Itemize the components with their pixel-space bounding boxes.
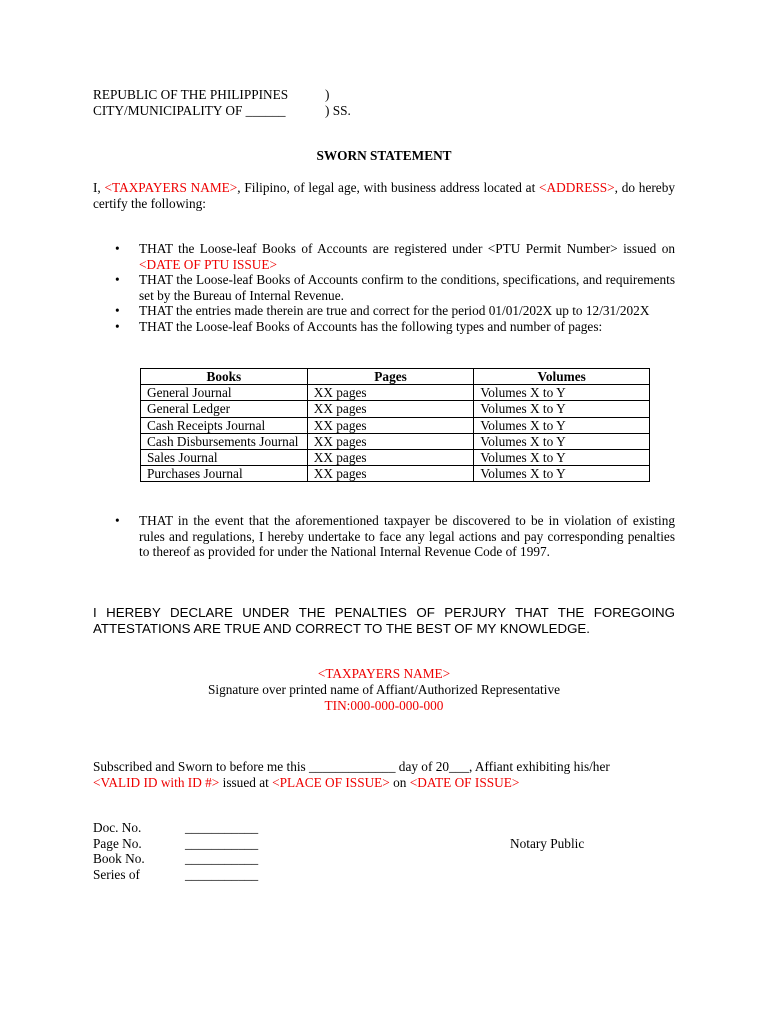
subscribed-line: Subscribed and Sworn to before me this _____________ day of 20___, Affiant exhibiting his/her — [93, 759, 610, 774]
doc-no-label: Doc. No. — [93, 820, 142, 835]
cell-pages: XX pages — [307, 385, 474, 401]
cell-pages: XX pages — [307, 433, 474, 449]
venue-city: CITY/MUNICIPALITY OF ______ — [93, 103, 286, 118]
cell-volumes: Volumes X to Y — [474, 417, 650, 433]
address-placeholder: <ADDRESS> — [539, 180, 615, 195]
table-row — [141, 401, 650, 417]
document-title: SWORN STATEMENT — [316, 148, 452, 163]
ptu-date-placeholder: <DATE OF PTU ISSUE> — [139, 256, 278, 272]
subscribed-id-line — [93, 775, 693, 791]
intro-text-2: , Filipino, of legal age, with business address located at — [237, 180, 540, 195]
cell-pages: XX pages — [307, 466, 474, 482]
issued-at-text: issued at — [219, 774, 273, 790]
certification-list — [93, 241, 675, 334]
table-row — [141, 433, 650, 449]
table-row — [141, 450, 650, 466]
table-row — [141, 385, 650, 401]
list-item: • THAT the Loose-leaf Books of Accounts confirm to the conditions, specifications, and requirements set by the Bureau of Internal Revenue. — [93, 272, 675, 303]
header-volumes: Volumes — [474, 369, 650, 385]
page-no-label: Page No. — [93, 835, 142, 851]
venue-republic: REPUBLIC OF THE PHILIPPINES — [93, 87, 289, 102]
page-no-row — [93, 836, 258, 852]
tin-placeholder: TIN:000-000-000-000 — [324, 698, 444, 713]
subscribed-paragraph — [93, 759, 693, 790]
cell-book: General Journal — [141, 385, 308, 401]
venue-mark-2: ) SS. — [325, 103, 351, 118]
date-of-issue-placeholder: <DATE OF ISSUE> — [409, 774, 520, 790]
cell-book: Cash Receipts Journal — [141, 417, 308, 433]
cell-volumes: Volumes X to Y — [474, 385, 650, 401]
books-table — [140, 368, 650, 482]
doc-no-blank: ___________ — [185, 820, 259, 835]
header-books: Books — [141, 369, 308, 385]
cell-volumes: Volumes X to Y — [474, 466, 650, 482]
table-header-row — [141, 369, 650, 385]
taxpayer-name-placeholder: <TAXPAYERS NAME> — [104, 180, 238, 195]
book-no-blank: ___________ — [185, 851, 259, 866]
list-item — [93, 241, 675, 272]
series-of-label: Series of — [93, 866, 140, 882]
book-no-row — [93, 851, 258, 867]
cell-pages: XX pages — [307, 401, 474, 417]
signature-caption: Signature over printed name of Affiant/Authorized Representative — [207, 682, 560, 697]
list-item: • THAT the entries made therein are true and correct for the period 01/01/202X up to 12/31/202X — [93, 303, 675, 319]
cell-book: Sales Journal — [141, 450, 308, 466]
notary-public-label: Notary Public — [510, 836, 585, 851]
series-of-blank: ___________ — [185, 866, 259, 882]
valid-id-placeholder: <VALID ID with ID #> — [93, 774, 220, 790]
cell-pages: XX pages — [307, 417, 474, 433]
place-of-issue-placeholder: <PLACE OF ISSUE> — [272, 774, 390, 790]
cell-volumes: Volumes X to Y — [474, 450, 650, 466]
list-item: • THAT in the event that the aforementioned taxpayer be discovered to be in violation of existing rules and regulations, I hereby undertake to face any legal actions and pay corresponding penalties to thereof as provided for under the National Internal Revenue Code of 1997. — [93, 513, 675, 560]
doc-no-row — [93, 820, 258, 836]
cell-book: General Ledger — [141, 401, 308, 417]
bullet-text: THAT the Loose-leaf Books of Accounts are registered under <PTU Permit Number> issued on — [139, 241, 675, 256]
list-item: • THAT the Loose-leaf Books of Accounts has the following types and number of pages: — [93, 319, 675, 335]
book-no-label: Book No. — [93, 851, 145, 866]
cell-volumes: Volumes X to Y — [474, 401, 650, 417]
table-row — [141, 466, 650, 482]
venue-mark-1: ) — [325, 87, 330, 102]
cell-pages: XX pages — [307, 450, 474, 466]
series-of-row — [93, 867, 258, 883]
intro-text-1: I, — [93, 180, 105, 195]
intro-text-3: , do hereby certify the following: — [93, 180, 675, 211]
on-text: on — [389, 774, 410, 790]
perjury-declaration: I HEREBY DECLARE UNDER THE PENALTIES OF PERJURY THAT THE FOREGOING ATTESTATIONS ARE TRUE AND CORRECT TO THE BEST OF MY KNOWLEDGE. — [93, 605, 675, 636]
cell-volumes: Volumes X to Y — [474, 433, 650, 449]
venue-block — [93, 87, 351, 119]
table-row — [141, 417, 650, 433]
header-pages: Pages — [307, 369, 474, 385]
intro-paragraph — [93, 180, 675, 211]
page-no-blank: ___________ — [185, 835, 259, 851]
cell-book: Cash Disbursements Journal — [141, 433, 308, 449]
signature-name-placeholder: <TAXPAYERS NAME> — [317, 666, 451, 681]
undertaking-list — [93, 513, 675, 560]
cell-book: Purchases Journal — [141, 466, 308, 482]
notary-fields — [93, 820, 258, 882]
